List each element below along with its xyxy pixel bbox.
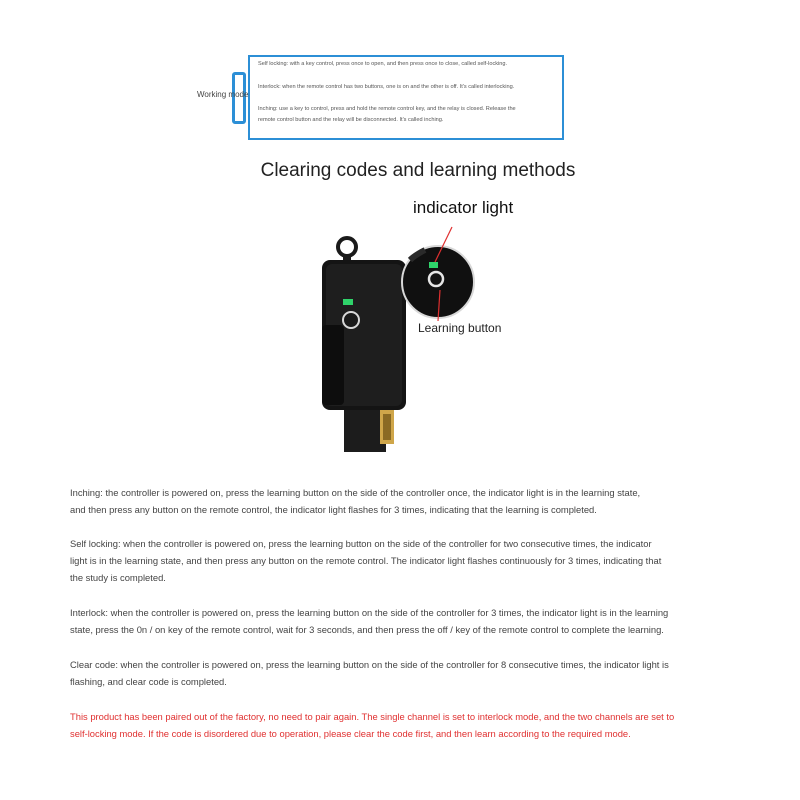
paragraph-interlock: Interlock: when the controller is powered on, press the learning button on the side of the controller for 3 times, the indicator light is in the learning state, press the 0n / on key of the remote control, wait for 3 seconds, and then press the off / key of the remote control to complete the learning. xyxy=(70,607,669,635)
mode-line-self-locking: Self locking: with a key control, press once to open, and then press once to close, called self-locking. xyxy=(258,61,508,67)
mode-line-inching-1: Inching: use a key to control, press and hold the remote control key, and the relay is closed. Release the xyxy=(258,106,516,112)
paragraph-clear-code: Clear code: when the controller is powered on, press the learning button on the side of the controller for 8 consecutive times, the indicator light is flashing, and clear code is completed. xyxy=(70,659,669,687)
learning-button-icon xyxy=(343,312,359,328)
paragraph-self-locking: Self locking: when the controller is powered on, press the learning button on the side of the controller for two consecutive times, the indicator light is in the learning state, and then press any button on the remote control. The indicator light flashes continuously for 3 times, indicating that the study is completed. xyxy=(70,538,662,583)
mode-line-interlock: Interlock: when the remote control has two buttons, one is on and the other is off. It's called interlocking. xyxy=(258,84,515,90)
factory-note: This product has been paired out of the factory, no need to pair again. The single channel is set to interlock mode, and the two channels are set to self-locking mode. If the code is disordered due to operation, please clear the code first, and then learn according to the required mode. xyxy=(70,711,675,739)
working-mode-label: Working mode xyxy=(197,90,249,99)
learning-button-label: Learning button xyxy=(418,321,502,335)
page-title: Clearing codes and learning methods xyxy=(260,160,576,181)
indicator-led-icon xyxy=(343,299,353,305)
mode-line-inching-2: remote control button and the relay will be disconnected. It's called inching. xyxy=(258,117,444,123)
indicator-light-label: indicator light xyxy=(413,198,514,217)
paragraph-inching: Inching: the controller is powered on, press the learning button on the side of the controller once, the indicator light is in the learning state, and then press any button on the remote control, the indicator light flashes for 3 times, indicating that the learning is completed. xyxy=(70,487,641,515)
